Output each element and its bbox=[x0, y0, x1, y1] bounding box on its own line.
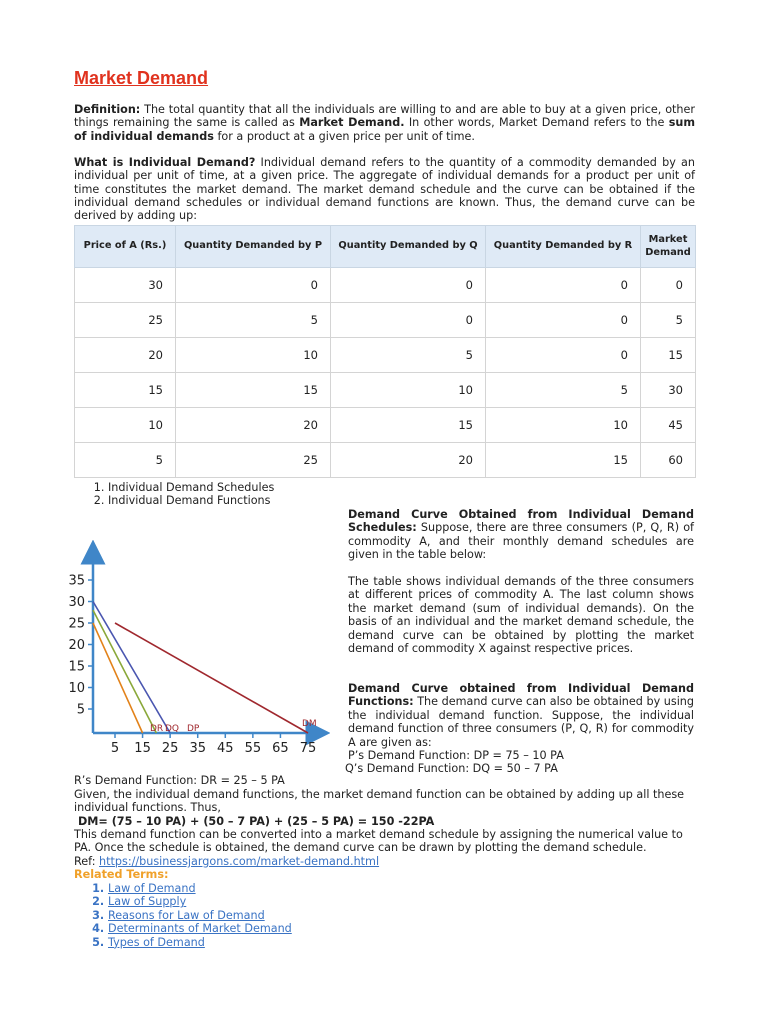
table-cell: 10 bbox=[176, 338, 331, 373]
determinants-of-market-demand-link[interactable]: Determinants of Market Demand bbox=[108, 922, 292, 936]
table-header: Price of A (Rs.) bbox=[75, 226, 176, 268]
related-term-item bbox=[108, 895, 292, 908]
schedules-heading: Demand Curve Obtained from Individual Demand Schedules: bbox=[348, 508, 694, 535]
individual-demand-paragraph bbox=[74, 156, 695, 222]
individual-demand-text: Individual demand refers to the quantity of a commodity demanded by an individual per unit of time, at a given price. The aggregate of individual demands for a product per unit of time constitutes the market demand. The market demand schedule and the curve can be obtained if the individual demand schedules or individual demand functions are known. Thus, the demand curve can be derived by adding up: bbox=[74, 156, 695, 223]
table-row bbox=[75, 268, 696, 303]
table-cell: 20 bbox=[176, 408, 331, 443]
related-term-item bbox=[108, 909, 292, 922]
table-cell: 5 bbox=[641, 303, 696, 338]
table-cell: 20 bbox=[75, 338, 176, 373]
convert-paragraph: This demand function can be converted into a market demand schedule by assigning the numerical value to PA. Once the schedule is obtained, the demand curve can be drawn by plotting the demand schedule. bbox=[74, 828, 683, 855]
y-ticks bbox=[68, 574, 93, 718]
demand-curve-dm bbox=[115, 623, 308, 733]
functions-section bbox=[348, 682, 694, 749]
table-header-row bbox=[75, 226, 696, 268]
table-row bbox=[75, 373, 696, 408]
related-term-item bbox=[108, 922, 292, 935]
definition-bold-2: sum of individual demands bbox=[74, 116, 695, 143]
table-header: Quantity Demanded by R bbox=[486, 226, 641, 268]
table-cell: 0 bbox=[176, 268, 331, 303]
table-cell: 5 bbox=[75, 443, 176, 478]
curve-label-dm: DM bbox=[302, 719, 317, 729]
table-cell: 0 bbox=[331, 268, 486, 303]
table-header: Quantity Demanded by P bbox=[176, 226, 331, 268]
x-tick-label: 5 bbox=[110, 741, 120, 756]
schedules-section bbox=[348, 508, 694, 562]
given-paragraph: Given, the individual demand functions, the market demand function can be obtained by adding up all these individual functions. Thus, bbox=[74, 788, 685, 815]
demand-curve-dp bbox=[93, 602, 170, 734]
related-term-item bbox=[108, 882, 292, 895]
table-cell: 5 bbox=[486, 373, 641, 408]
methods-list bbox=[74, 481, 274, 508]
table-cell: 0 bbox=[331, 303, 486, 338]
reference-link[interactable]: https://businessjargons.com/market-demand.html bbox=[99, 855, 380, 868]
dr-function: R’s Demand Function: DR = 25 – 5 PA bbox=[74, 774, 285, 787]
definition-paragraph bbox=[74, 103, 695, 143]
table-cell: 30 bbox=[641, 373, 696, 408]
definition-text-1: The total quantity that all the individuals are willing to and are able to buy at a given price, other things remaining the same is called as bbox=[74, 103, 695, 130]
functions-text: The demand curve can also be obtained by using the individual demand function. Suppose, the individual demand function of three consumers (P, Q, R) for commodity A are given as: bbox=[348, 695, 694, 749]
table-cell: 15 bbox=[641, 338, 696, 373]
page-title: Market Demand bbox=[74, 68, 209, 88]
y-tick-label: 15 bbox=[68, 659, 85, 675]
table-cell: 45 bbox=[641, 408, 696, 443]
definition-label: Definition: bbox=[74, 103, 141, 116]
x-tick-label: 45 bbox=[217, 741, 234, 756]
law-of-supply-link[interactable]: Law of Supply bbox=[108, 895, 187, 909]
x-tick-label: 55 bbox=[244, 741, 262, 756]
dm-function: DM= (75 – 10 PA) + (50 – 7 PA) + (25 – 5 PA) = 150 -22PA bbox=[78, 815, 435, 828]
x-tick-label: 25 bbox=[161, 741, 179, 756]
table-cell: 10 bbox=[486, 408, 641, 443]
table-header: Quantity Demanded by Q bbox=[331, 226, 486, 268]
related-terms-list bbox=[74, 882, 292, 949]
law-of-demand-link[interactable]: Law of Demand bbox=[108, 882, 196, 895]
table-cell: 15 bbox=[176, 373, 331, 408]
y-tick-label: 25 bbox=[68, 616, 85, 632]
list-item: 1. Individual Demand Schedules bbox=[108, 481, 274, 494]
table-cell: 60 bbox=[641, 443, 696, 478]
table-cell: 25 bbox=[75, 303, 176, 338]
schedules-paragraph-2: The table shows individual demands of the three consumers at different prices of commodity A. The last column shows the market demand (sum of individual demands). On the basis of an individual and the market demand schedule, the demand curve can be obtained by plotting the market demand of commodity X against respective prices. bbox=[348, 575, 694, 656]
table-cell: 5 bbox=[176, 303, 331, 338]
schedules-text: Suppose, there are three consumers (P, Q, R) of commodity A, and their monthly demand schedules are given in the table below: bbox=[348, 521, 694, 562]
definition-text-3: for a product at a given price per unit of time. bbox=[213, 129, 475, 143]
curve-label-dr: DR bbox=[150, 724, 164, 734]
table-cell: 15 bbox=[75, 373, 176, 408]
demand-curves bbox=[93, 602, 308, 734]
table-cell: 0 bbox=[486, 303, 641, 338]
y-tick-label: 30 bbox=[68, 595, 85, 610]
table-header: Market Demand bbox=[641, 226, 696, 268]
table-row bbox=[75, 303, 696, 338]
demand-curve-chart bbox=[60, 540, 330, 760]
table-cell: 20 bbox=[331, 443, 486, 478]
table-cell: 5 bbox=[331, 338, 486, 373]
demand-schedule-table bbox=[74, 225, 696, 478]
table-cell: 15 bbox=[486, 443, 641, 478]
dq-function: Q’s Demand Function: DQ = 50 – 7 PA bbox=[345, 762, 558, 775]
individual-demand-label: What is Individual Demand? bbox=[74, 156, 256, 169]
curve-label-dp: DP bbox=[187, 724, 200, 734]
reference-line bbox=[74, 855, 379, 868]
types-of-demand-link[interactable]: Types of Demand bbox=[108, 935, 205, 949]
definition-text-2: In other words, Market Demand refers to the bbox=[404, 116, 669, 130]
x-ticks bbox=[111, 733, 316, 756]
table-cell: 0 bbox=[641, 268, 696, 303]
list-item: 2. Individual Demand Functions bbox=[108, 494, 274, 507]
x-tick-label: 65 bbox=[272, 741, 289, 756]
table-row bbox=[75, 443, 696, 478]
related-term-item bbox=[108, 936, 292, 949]
x-tick-label: 35 bbox=[189, 741, 206, 756]
y-tick-label: 35 bbox=[68, 573, 85, 589]
table-row bbox=[75, 408, 696, 443]
related-terms-heading: Related Terms: bbox=[74, 868, 169, 881]
table-cell: 10 bbox=[331, 373, 486, 408]
table-cell: 15 bbox=[331, 408, 486, 443]
table-cell: 25 bbox=[176, 443, 331, 478]
curve-label-dq: DQ bbox=[165, 724, 180, 734]
table-cell: 0 bbox=[486, 268, 641, 303]
x-tick-label: 15 bbox=[134, 741, 151, 756]
table-cell: 0 bbox=[486, 338, 641, 373]
demand-curve-dr bbox=[93, 623, 143, 733]
table-cell: 10 bbox=[75, 408, 176, 443]
functions-heading: Demand Curve obtained from Individual Demand Functions: bbox=[348, 682, 694, 709]
ref-label: Ref: bbox=[74, 855, 96, 868]
definition-bold-1: Market Demand. bbox=[299, 116, 405, 130]
table-row bbox=[75, 338, 696, 373]
dp-function: P’s Demand Function: DP = 75 – 10 PA bbox=[348, 749, 564, 762]
x-tick-label: 75 bbox=[299, 741, 317, 756]
y-tick-label: 20 bbox=[68, 638, 85, 653]
reasons-for-law-of-demand-link[interactable]: Reasons for Law of Demand bbox=[108, 908, 265, 922]
y-tick-label: 10 bbox=[68, 681, 85, 696]
table-cell: 30 bbox=[75, 268, 176, 303]
y-tick-label: 5 bbox=[76, 702, 85, 718]
